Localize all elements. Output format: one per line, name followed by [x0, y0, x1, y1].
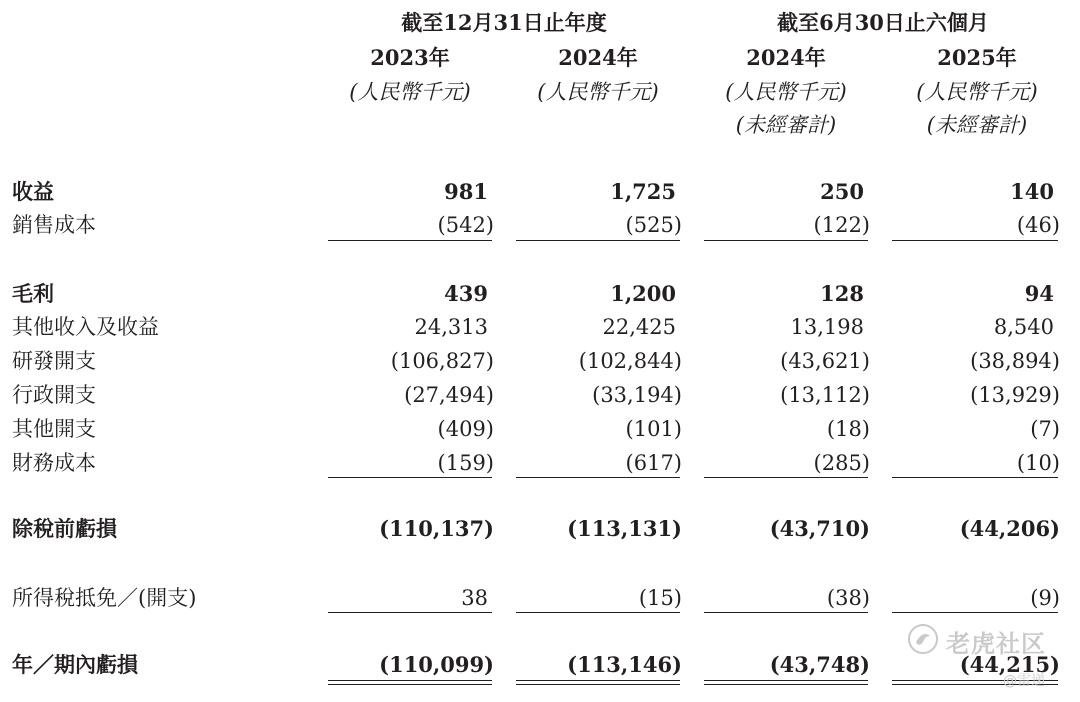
col-unaudited-note: (未經審計): [735, 113, 837, 137]
row-label-finance-costs: 財務成本: [12, 451, 96, 475]
subtotal-rule: [516, 240, 680, 241]
subtotal-rule: [892, 612, 1058, 613]
cell-value: (44,206): [959, 516, 1060, 541]
cell-value: 1,725: [610, 179, 676, 204]
col-year-2024: 2024年: [558, 45, 638, 70]
subtotal-rule: [516, 612, 680, 613]
row-label-rnd-expenses: 研發開支: [12, 349, 96, 373]
cell-value: (110,099): [379, 652, 494, 677]
cell-value: (18): [826, 417, 870, 441]
cell-value: (46): [1016, 213, 1060, 237]
watermark-handle: @雷递: [1003, 673, 1045, 689]
cell-value: (113,131): [567, 516, 682, 541]
cell-value: (110,137): [379, 516, 494, 541]
total-double-rule: [704, 680, 868, 685]
cell-value: (13,929): [970, 383, 1060, 407]
cell-value: 22,425: [602, 315, 676, 339]
row-label-loss-before-tax: 除稅前虧損: [12, 516, 117, 541]
header-annual-period: 截至12月31日止年度: [401, 10, 607, 35]
col-unit: (人民幣千元): [349, 80, 471, 104]
cell-value: (542): [437, 213, 494, 237]
row-label-other-income: 其他收入及收益: [12, 315, 159, 339]
cell-value: 8,540: [993, 315, 1054, 339]
cell-value: 94: [1024, 281, 1054, 306]
cell-value: (44,215): [959, 652, 1060, 677]
cell-value: (33,194): [592, 383, 682, 407]
cell-value: 250: [820, 179, 864, 204]
cell-value: (43,710): [769, 516, 870, 541]
subtotal-rule: [704, 612, 868, 613]
subtotal-rule: [704, 477, 868, 478]
col-unit: (人民幣千元): [725, 80, 847, 104]
cell-value: 439: [444, 281, 488, 306]
total-double-rule: [516, 680, 680, 685]
row-label-revenue: 收益: [12, 179, 54, 204]
cell-value: (9): [1030, 586, 1060, 610]
row-label-income-tax: 所得稅抵免／(開支): [12, 586, 197, 610]
subtotal-rule: [328, 240, 492, 241]
cell-value: (113,146): [567, 652, 682, 677]
col-year-2025-interim: 2025年: [937, 45, 1017, 70]
cell-value: (38): [826, 586, 870, 610]
subtotal-rule: [328, 477, 492, 478]
cell-value: (43,748): [769, 652, 870, 677]
row-label-loss-for-period: 年／期內虧損: [12, 652, 138, 677]
watermark-brand: 老虎社区: [946, 630, 1046, 658]
tiger-logo-icon: [906, 622, 940, 656]
subtotal-rule: [328, 612, 492, 613]
col-unit: (人民幣千元): [916, 80, 1038, 104]
cell-value: 128: [820, 281, 864, 306]
cell-value: (106,827): [390, 349, 494, 373]
cell-value: (38,894): [970, 349, 1060, 373]
col-unit: (人民幣千元): [537, 80, 659, 104]
cell-value: (10): [1016, 451, 1060, 475]
row-label-other-expenses: 其他開支: [12, 417, 96, 441]
cell-value: 140: [1010, 179, 1054, 204]
row-label-cost-of-sales: 銷售成本: [12, 213, 96, 237]
cell-value: (159): [437, 451, 494, 475]
col-year-2024-interim: 2024年: [746, 45, 826, 70]
subtotal-rule: [892, 477, 1058, 478]
cell-value: (122): [813, 213, 870, 237]
cell-value: 13,198: [790, 315, 864, 339]
cell-value: (13,112): [780, 383, 870, 407]
cell-value: (7): [1030, 417, 1060, 441]
cell-value: (525): [625, 213, 682, 237]
cell-value: 38: [461, 586, 488, 610]
cell-value: (102,844): [578, 349, 682, 373]
subtotal-rule: [892, 240, 1058, 241]
total-double-rule: [328, 680, 492, 685]
cell-value: (617): [625, 451, 682, 475]
row-label-admin-expenses: 行政開支: [12, 383, 96, 407]
watermark-logo: [906, 622, 940, 660]
col-unaudited-note: (未經審計): [926, 113, 1028, 137]
cell-value: (285): [813, 451, 870, 475]
cell-value: 24,313: [414, 315, 488, 339]
header-interim-period: 截至6月30日止六個月: [777, 10, 989, 35]
cell-value: 1,200: [610, 281, 676, 306]
cell-value: (27,494): [404, 383, 494, 407]
cell-value: (15): [638, 586, 682, 610]
cell-value: (101): [625, 417, 682, 441]
cell-value: (43,621): [780, 349, 870, 373]
cell-value: (409): [437, 417, 494, 441]
subtotal-rule: [704, 240, 868, 241]
cell-value: 981: [444, 179, 488, 204]
col-year-2023: 2023年: [370, 45, 450, 70]
row-label-gross-profit: 毛利: [12, 281, 54, 306]
subtotal-rule: [516, 477, 680, 478]
